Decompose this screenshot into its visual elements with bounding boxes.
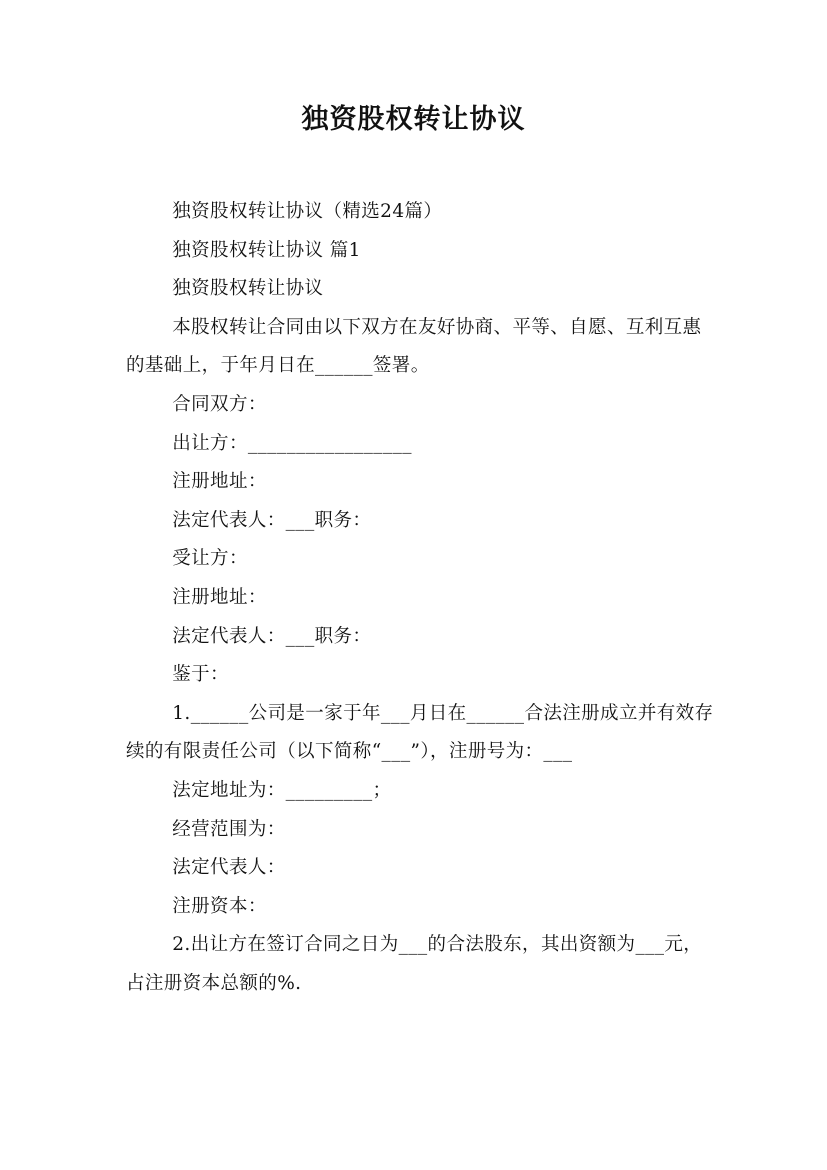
document-title: 独资股权转让协议 <box>301 104 526 135</box>
paragraph-intro: 本股权转让合同由以下双方在友好协商、平等、自愿、互利互惠的基础上，于年月日在______签署。 <box>126 316 702 377</box>
paragraph-parties: 合同双方： <box>172 393 267 415</box>
document-body <box>126 193 716 1003</box>
paragraph-transferee-rep: 法定代表人：___职务： <box>172 625 372 647</box>
paragraph-legal-address: 法定地址为：_________； <box>172 779 392 801</box>
paragraph-agreement-name: 独资股权转让协议 <box>172 278 324 300</box>
paragraph-section-heading: 独资股权转让协议 篇1 <box>172 239 361 261</box>
paragraph-transferor-address: 注册地址： <box>172 471 267 493</box>
paragraph-clause-2: 2.出让方在签订合同之日为___的合法股东，其出资额为___元，占注册资本总额的%. <box>126 934 703 994</box>
paragraph-transferor-rep: 法定代表人：___职务： <box>172 509 372 531</box>
paragraph-clause-1: 1.______公司是一家于年___月日在______合法注册成立并有效存续的有限责任公司（以下简称“___”），注册号为：___ <box>126 702 714 763</box>
paragraph-subtitle: 独资股权转让协议（精选24篇） <box>172 201 443 222</box>
paragraph-business-scope: 经营范围为： <box>172 818 286 840</box>
paragraph-transferor: 出让方：_________________ <box>172 432 412 454</box>
paragraph-transferee: 受让方： <box>172 548 248 570</box>
paragraph-whereas: 鉴于： <box>172 664 229 686</box>
paragraph-registered-capital: 注册资本： <box>172 895 267 917</box>
paragraph-legal-rep: 法定代表人： <box>172 857 286 879</box>
paragraph-transferee-address: 注册地址： <box>172 586 267 608</box>
